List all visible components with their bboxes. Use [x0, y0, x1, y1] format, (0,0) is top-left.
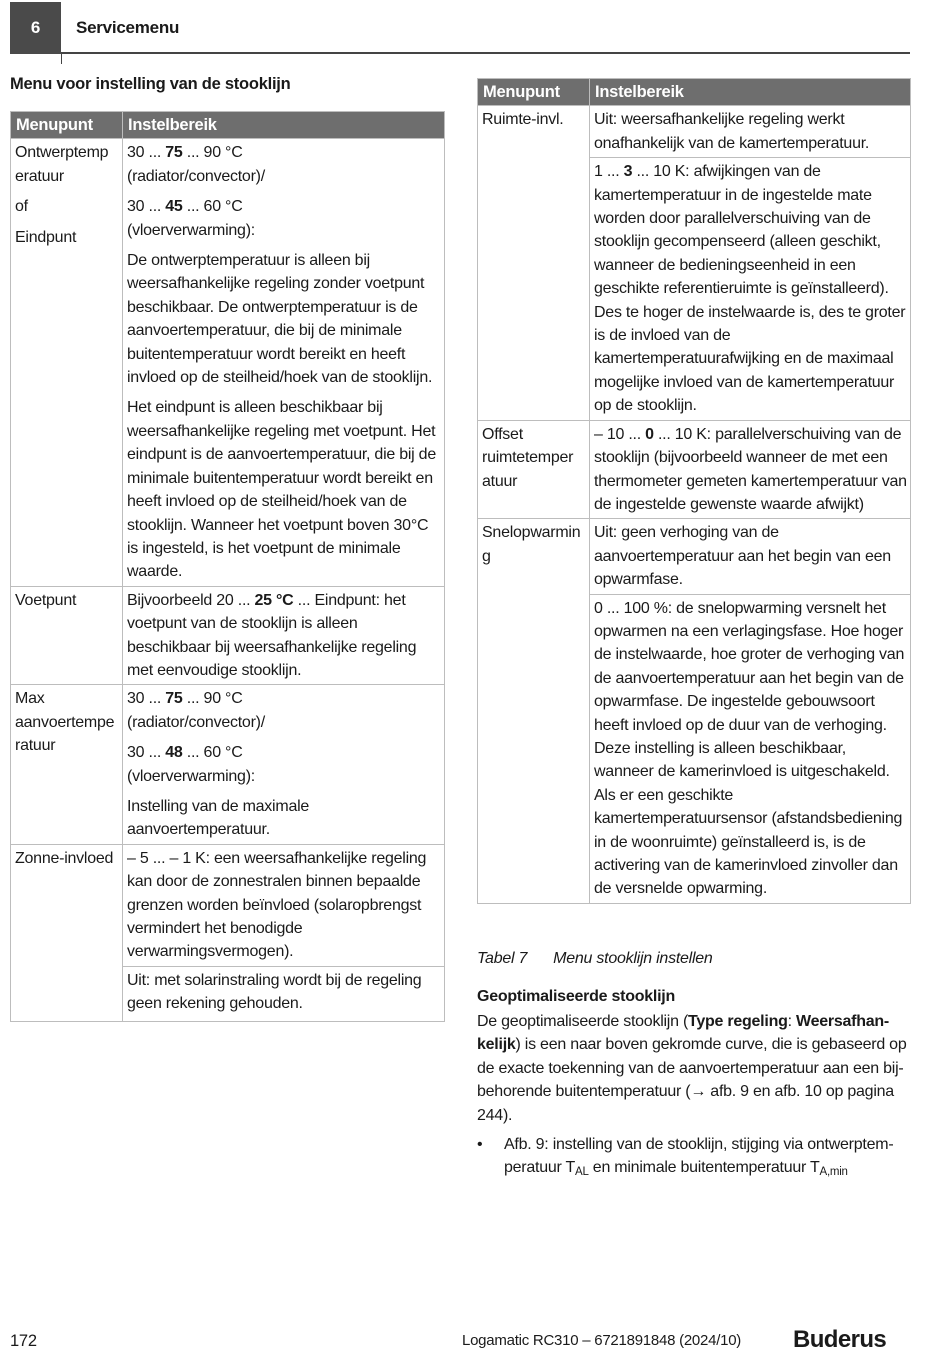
menupunt-label: g	[482, 547, 491, 565]
description-text: De ontwerptemperatuur is alleen bij weersafhankelijke regeling zonder voetpunt beschikbaar. De ontwerptemperatuur is de aanvoertemperatuur, die bij de minimale buitentemperatuur wordt bereikt en heeft invloed op de steilheid/hoek van de stooklijn.	[127, 252, 433, 387]
instelbereik-cell: Uit: geen verhoging van de aanvoertemperatuur aan het begin van een opwarmfase.	[590, 519, 911, 594]
section-heading: Menu voor instelling van de stooklijn	[10, 75, 291, 93]
table-header-row	[478, 79, 911, 106]
range-text	[127, 687, 441, 734]
description-text: ... Eindpunt: het voetpunt van de stooklijn is alleen beschikbaar bij weersafhankelijke regeling met eenvoudige stooklijn.	[127, 591, 417, 679]
instelbereik-cell	[123, 586, 445, 685]
range-text	[127, 741, 441, 788]
table-row	[478, 420, 911, 519]
range-prefix: 30 ...	[127, 198, 166, 216]
instelbereik-cell	[123, 685, 445, 844]
body-paragraph	[477, 1010, 910, 1127]
menupunt-label: Offset	[482, 425, 523, 443]
range-prefix: 1 ...	[594, 163, 624, 181]
left-settings-table	[10, 111, 445, 1022]
instelbereik-cell: – 5 ... – 1 K: een weersafhankelijke regeling kan door de zonnestralen binnen bepaalde grenzen worden beïnvloed (solaropbrengst vermindert het benodigde verwarmingsvermogen).	[123, 844, 445, 966]
description-text: Instelling van de maximale aanvoertemperatuur.	[127, 797, 310, 839]
menupunt-label: of	[15, 198, 28, 216]
instelbereik-cell: 0 ... 100 %: de snelopwarming versnelt het opwarmen na een verlagingsfase. Hoe hoger de instelwaarde, hoe groter de verhoging van de aanvoertemperatuur aan het begin van de opwarmfase. De ingestelde gebouwsoort heeft invloed op de duur van de verhoging. Deze instelling is alleen beschikbaar, wanneer de kamerinvloed is uitgeschakeld. Als er een geschikte kamertemperatuursensor (afstandsbediening in de woonruimte) geïnstalleerd is, is de activering van de kamerinvloed zinvoller dan de versnelde opwarming.	[590, 594, 911, 903]
range-suffix: ... 90 °C	[182, 144, 243, 162]
range-prefix: 30 ...	[127, 744, 166, 762]
range-prefix: – 10 ...	[594, 425, 646, 443]
description-text: Het eindpunt is alleen beschikbaar bij weersafhankelijke regeling met voetpunt. Het eindpunt is de aanvoertemperatuur, die bij de minimale buitentemperatuur wordt bereikt en heeft invloed op de steilheid/hoek van de stooklijn. Wanneer het voetpunt boven 30°C is ingesteld, is het voetpunt de minimale waarde.	[127, 399, 436, 581]
bold-term: Type regeling	[688, 1013, 788, 1030]
instelbereik-cell: Uit: weersafhankelijke regeling werkt onafhankelijk van de kamertemperatuur.	[590, 106, 911, 158]
menupunt-label: Ontwerptemp	[15, 144, 109, 162]
body-text: Afb. 9: instelling van de stooklijn, stijging via ontwerptem-peratuur T	[504, 1136, 894, 1177]
range-suffix: ... 60 °C	[182, 744, 243, 762]
menupunt-label: Snelopwarmin	[482, 524, 581, 542]
description-text: ... 10 K: afwijkingen van de kamertemperatuur in de ingestelde mate worden door parallelverschuiving van de stooklijn gecompenseerd (alleen geschikt, wanneer de bedieningseenheid in een geschikte referentieruimte is geïnstalleerd). Des te hoger de instelwaarde is, des te groter is de invloed van de kamertemperatuurafwijking en de maximaal mogelijke invloed van de kamertemperatuur op de stooklijn.	[594, 163, 906, 415]
instelbereik-cell: Uit: met solarinstraling wordt bij de regeling geen rekening gehouden.	[123, 966, 445, 1021]
menupunt-cell: Ruimte-invl.	[478, 106, 590, 420]
default-value: 75	[165, 144, 183, 162]
range-text	[127, 195, 441, 242]
range-prefix: Bijvoorbeeld 20 ...	[127, 591, 255, 609]
menupunt-label: aanvoertempe	[15, 713, 115, 731]
menupunt-label: Eindpunt	[15, 228, 77, 246]
table-row	[11, 139, 445, 586]
subsection-heading: Geoptimaliseerde stooklijn	[477, 988, 675, 1005]
menupunt-label: eratuur	[15, 167, 64, 185]
menupunt-label: ratuur	[15, 737, 56, 755]
range-text	[127, 141, 441, 188]
range-note: (radiator/convector)/	[127, 167, 265, 185]
range-prefix: 30 ...	[127, 144, 166, 162]
table-row	[11, 844, 445, 966]
body-text: :	[787, 1013, 797, 1030]
default-value: 25 °C	[254, 591, 294, 609]
description-text: ... 10 K: parallelverschuiving van de stooklijn (bijvoorbeeld wanneer de met een thermometer gemeten kamertemperatuur van de ingestelde gewenste waarde afwijkt)	[594, 425, 907, 513]
header-rule-tick	[61, 52, 62, 64]
menupunt-cell: Voetpunt	[11, 586, 123, 685]
document-id: Logamatic RC310 – 6721891848 (2024/10)	[462, 1332, 742, 1349]
buderus-logo: Buderus	[793, 1326, 887, 1353]
menupunt-label: atuur	[482, 472, 518, 490]
menupunt-cell	[478, 420, 590, 519]
range-note: (vloerverwarming):	[127, 767, 255, 785]
table-row	[478, 519, 911, 594]
chapter-title: Servicemenu	[76, 18, 180, 37]
menupunt-cell	[11, 685, 123, 844]
range-prefix: 30 ...	[127, 690, 166, 708]
table-row	[11, 586, 445, 685]
body-text: ) is een naar boven gekromde curve, die is gebaseerd op de exacte toekenning van de aanvoertemperatuur aan een bij-behorende buitentemperatuur (→ afb. 9 en afb. 10 op pagina 244).	[477, 1036, 907, 1124]
instelbereik-cell	[590, 420, 911, 519]
table-row	[478, 106, 911, 158]
menupunt-cell	[11, 139, 123, 586]
bold-term: Weersafhan-kelijk	[477, 1013, 889, 1054]
subscript: AL	[575, 1166, 589, 1179]
chapter-number: 6	[10, 2, 61, 54]
menupunt-cell: Zonne-invloed	[11, 844, 123, 1021]
instelbereik-cell	[590, 158, 911, 420]
default-value: 75	[165, 690, 183, 708]
range-suffix: ... 90 °C	[182, 690, 243, 708]
body-text: De geoptimaliseerde stooklijn (	[477, 1013, 689, 1030]
range-suffix: ... 60 °C	[182, 198, 243, 216]
column-header-menupunt: Menupunt	[478, 79, 590, 106]
instelbereik-cell	[123, 139, 445, 586]
menupunt-label: ruimtetemper	[482, 449, 574, 467]
column-header-menupunt: Menupunt	[11, 112, 123, 139]
bullet-icon: •	[477, 1136, 483, 1153]
column-header-instelbereik: Instelbereik	[123, 112, 445, 139]
default-value: 48	[165, 744, 183, 762]
subscript: A,min	[819, 1166, 848, 1179]
page-number: 172	[10, 1332, 37, 1350]
range-note: (radiator/convector)/	[127, 713, 265, 731]
default-value: 3	[623, 163, 633, 181]
column-header-instelbereik: Instelbereik	[590, 79, 911, 106]
menupunt-label: Max	[15, 690, 45, 708]
table-caption	[477, 947, 713, 970]
table-row	[11, 685, 445, 844]
range-note: (vloerverwarming):	[127, 221, 255, 239]
list-item-text	[504, 1133, 910, 1180]
caption-label: Tabel 7	[477, 950, 528, 967]
default-value: 45	[165, 198, 183, 216]
body-text: en minimale buitentemperatuur T	[588, 1159, 820, 1177]
table-header-row	[11, 112, 445, 139]
default-value: 0	[645, 425, 654, 443]
right-settings-table	[477, 78, 911, 904]
menupunt-cell	[478, 519, 590, 904]
caption-text: Menu stooklijn instellen	[553, 950, 713, 967]
header-rule	[61, 52, 910, 54]
